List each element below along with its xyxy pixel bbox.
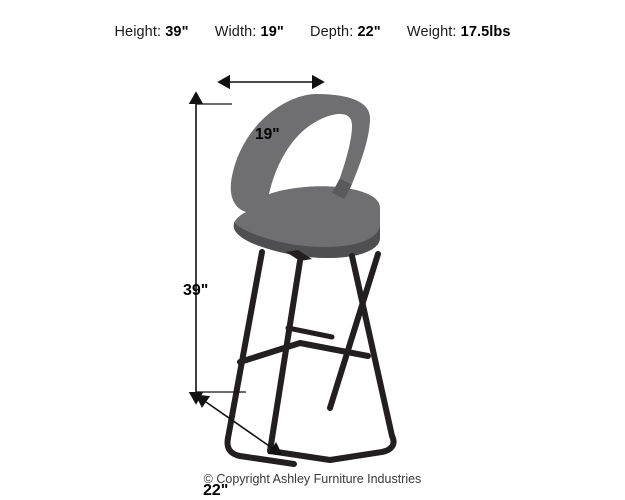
spec-width [215,24,284,40]
height-dimension-line [196,104,246,392]
spec-bar [0,24,625,40]
depth-dimension-line [206,402,272,448]
spec-height [114,24,188,40]
spec-height-value: 39" [165,24,189,40]
height-dimension-label: 39" [183,282,209,299]
spec-weight-label: Weight: [406,24,457,40]
spec-depth-value: 22" [357,24,381,40]
bar-stool-illustration [228,94,394,464]
spec-width-value: 19" [260,24,284,40]
spec-depth-label: Depth: [310,24,354,40]
spec-depth [310,24,381,40]
width-dimension-label: 19" [255,126,280,143]
spec-width-label: Width: [214,24,257,40]
spec-weight-value: 17.5lbs [460,24,511,40]
spec-height-label: Height: [114,24,162,40]
depth-dimension-label: 22" [203,482,229,499]
spec-weight [407,24,511,40]
copyright-text: © Copyright Ashley Furniture Industries [203,472,422,486]
